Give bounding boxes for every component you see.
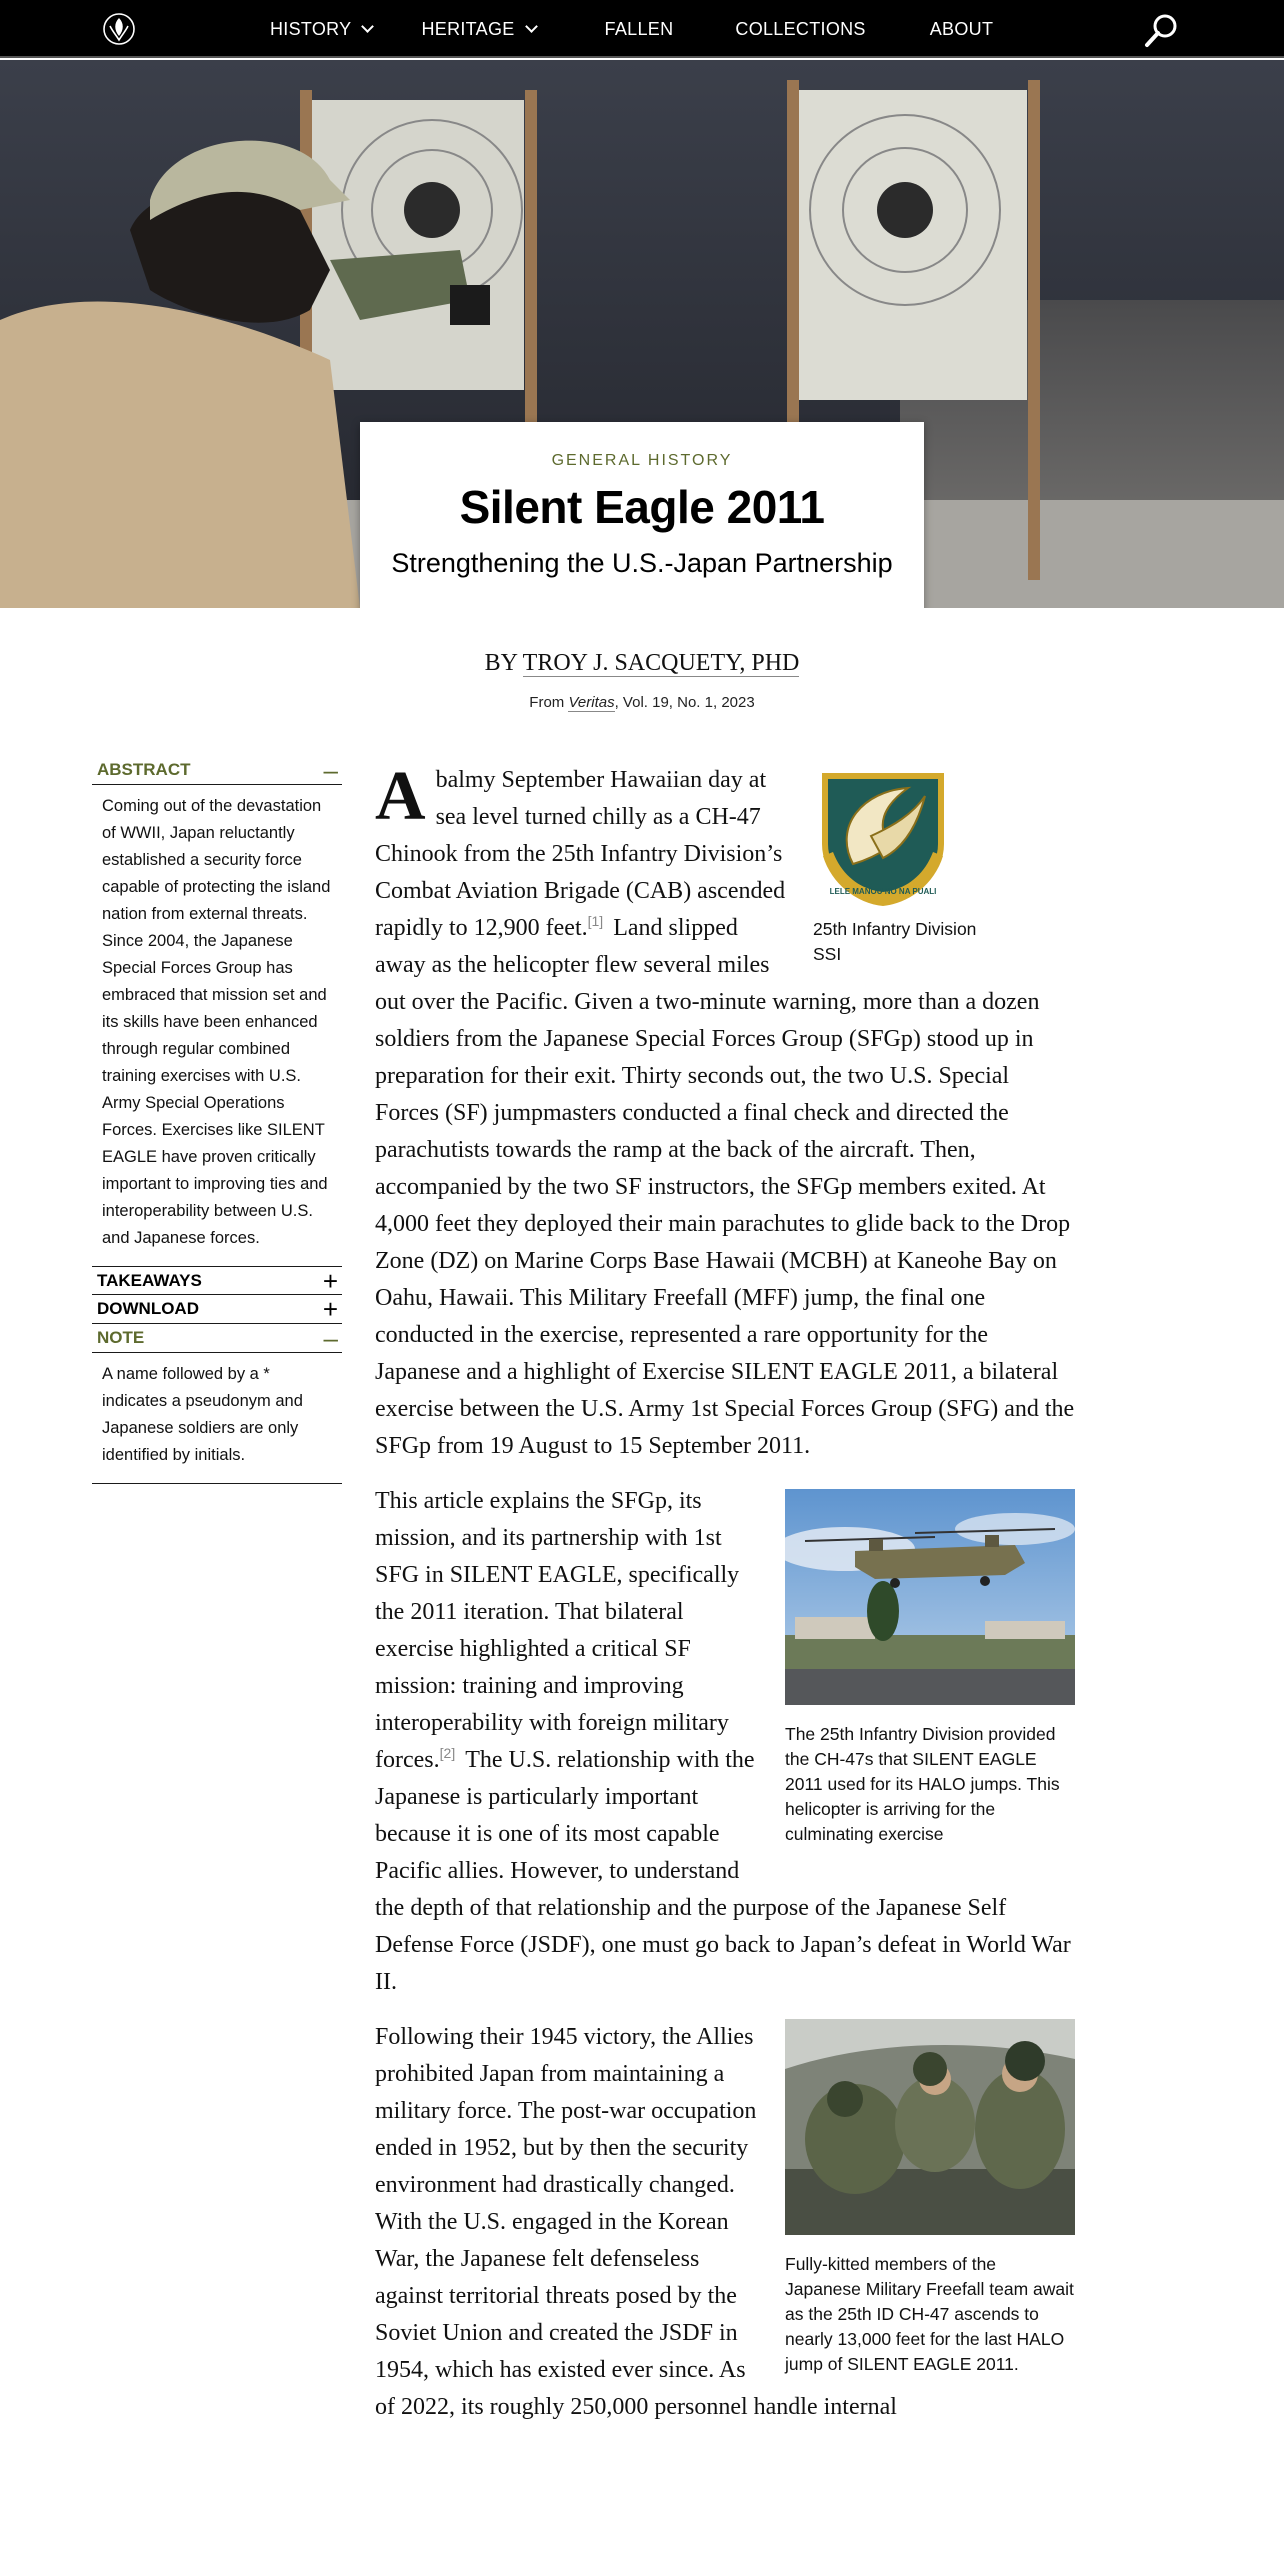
nav-about-label: ABOUT xyxy=(929,18,994,39)
article-sidebar xyxy=(92,756,342,1484)
source-citation xyxy=(0,694,1284,711)
expand-icon[interactable]: + xyxy=(322,1265,338,1296)
page-title: Silent Eagle 2011 xyxy=(459,481,825,533)
chevron-down-icon xyxy=(362,20,375,33)
note-text: A name followed by a * indicates a pseudonym and Japanese soldiers are only identified by initials. xyxy=(92,1353,342,1484)
paragraph-1-text-a: balmy September Hawaiian day at sea level turned chilly as a CH-47 Chinook from the 25th Infantry Division’s Combat Aviation Brigade (CAB) ascended rapidly to 12,900 feet. xyxy=(375,767,786,941)
chinook-photo[interactable] xyxy=(785,1489,1075,1705)
abstract-label: ABSTRACT xyxy=(97,760,191,779)
nav-collections-label: COLLECTIONS xyxy=(735,18,866,39)
division-insignia-image[interactable] xyxy=(813,766,953,906)
chevron-down-icon xyxy=(525,20,538,33)
search-icon[interactable] xyxy=(1142,10,1182,50)
helicopter-interior-photo[interactable] xyxy=(785,2019,1075,2235)
chinook-figure xyxy=(785,1489,1075,1847)
nav-fallen-label: FALLEN xyxy=(604,18,674,39)
nav-heritage[interactable] xyxy=(421,19,535,40)
interior-caption: Fully-kitted members of the Japanese Military Freefall team await as the 25th ID CH-47 ascends to nearly 13,000 feet for the last HALO jump of SILENT EAGLE 2011. xyxy=(785,2254,1074,2374)
insignia-motto: LELE MANOU NO NA PUALI xyxy=(829,887,937,896)
collapse-icon[interactable]: – xyxy=(323,755,338,785)
hero-banner xyxy=(0,60,1284,608)
ssi-figure xyxy=(813,766,993,967)
note-header[interactable] xyxy=(92,1324,342,1353)
drop-cap: A xyxy=(375,758,426,835)
paragraph-2-text-a: This article explains the SFGp, its mission, and its partnership with 1st SFG in SILENT EAGLE, specifically the 2011 iteration. That bilateral exercise highlighted a critical SF mission: training and improving interoperability with foreign military forces. xyxy=(375,1488,740,1773)
takeaways-header[interactable] xyxy=(92,1266,342,1295)
page-subtitle: Strengthening the U.S.-Japan Partnership xyxy=(391,548,893,578)
takeaways-label: TAKEAWAYS xyxy=(97,1270,202,1290)
footnote-link-1[interactable]: [1] xyxy=(587,913,604,929)
collapse-icon[interactable]: – xyxy=(323,1323,338,1353)
byline-prefix: BY xyxy=(484,650,518,676)
nav-history-label: HISTORY xyxy=(270,18,352,39)
expand-icon[interactable]: + xyxy=(322,1294,338,1324)
chinook-caption: The 25th Infantry Division provided the CH-47s that SILENT EAGLE 2011 used for its HALO jumps. This helicopter is arriving for the culminating exercise xyxy=(785,1724,1060,1844)
download-header[interactable] xyxy=(92,1295,342,1324)
nav-fallen[interactable] xyxy=(605,19,674,40)
nav-heritage-label: HERITAGE xyxy=(421,18,515,39)
paragraph-1-text-b: Land slipped away as the helicopter flew several miles out over the Pacific. Given a two-minute warning, more than a dozen soldiers from the Japanese Special Forces Group (SFGp) stood up in preparation for their exit. Thirty seconds out, the two U.S. Special Forces (SF) jumpmasters conducted a final check and directed the parachutists towards the ramp at the back of the aircraft. Then, accompanied by the two SF instructors, the SFGp members exited. At 4,000 feet they deployed their main parachutes to glide back to the Drop Zone (DZ) on Marine Corps Base Hawaii (MCBH) at Kaneohe Bay on Oahu, Hawaii. This Military Freefall (MFF) jump, the final one conducted in the exercise, represented a rare opportunity for the Japanese and a highlight of Exercise SILENT EAGLE 2011, a bilateral exercise between the U.S. Army 1st Special Forces Group (SFG) and the SFGp from 19 August to 15 September 2011. xyxy=(375,915,1075,1459)
abstract-text: Coming out of the devastation of WWII, Japan reluctantly established a security force capable of protecting the island nation from external threats. Since 2004, the Japanese Special Forces Group has embraced that mission set and its skills have been enhanced through regular combined training exercises with U.S. Army Special Operations Forces. Exercises like SILENT EAGLE have proven critically important to improving ties and interoperability between U.S. and Japanese forces. xyxy=(102,797,331,1247)
note-label: NOTE xyxy=(97,1328,145,1347)
footnote-link-2[interactable]: [2] xyxy=(439,1745,456,1761)
nav-about[interactable] xyxy=(930,19,994,40)
ssi-caption: 25th Infantry Division SSI xyxy=(813,919,977,964)
top-nav xyxy=(0,0,1284,58)
source-issue: , Vol. 19, No. 1, 2023 xyxy=(614,694,755,711)
paragraph-2-text-b: The U.S. relationship with the Japanese is particularly important because it is one of its most capable Pacific allies. However, to understand the depth of that relationship and the purpose of the Japanese Self Defense Force (JSDF), one must go back to Japan’s defeat in World War II. xyxy=(375,1747,1071,1995)
title-card xyxy=(360,422,924,608)
source-publication-link[interactable]: Veritas xyxy=(568,694,615,711)
interior-figure xyxy=(785,2019,1075,2377)
source-prefix: From xyxy=(529,694,565,711)
category-kicker[interactable]: GENERAL HISTORY xyxy=(551,452,733,469)
nav-collections[interactable] xyxy=(735,19,865,40)
download-label: DOWNLOAD xyxy=(97,1299,199,1318)
author-link[interactable]: TROY J. SACQUETY, PHD xyxy=(522,650,800,676)
site-logo-icon[interactable] xyxy=(100,10,138,48)
abstract-header[interactable] xyxy=(92,756,342,785)
byline xyxy=(0,650,1284,677)
article-body xyxy=(375,758,1075,2444)
nav-history[interactable] xyxy=(270,19,372,40)
paragraph-3: Following their 1945 victory, the Allies prohibited Japan from maintaining a military force. The post-war occupation ended in 1952, but by then the security environment had drastically changed. With the U.S. engaged in the Korean War, the Japanese felt defenseless against territorial threats posed by the Soviet Union and created the JSDF in 1954, which has existed ever since. As of 2022, its roughly 250,000 personnel handle internal xyxy=(375,2024,897,2420)
